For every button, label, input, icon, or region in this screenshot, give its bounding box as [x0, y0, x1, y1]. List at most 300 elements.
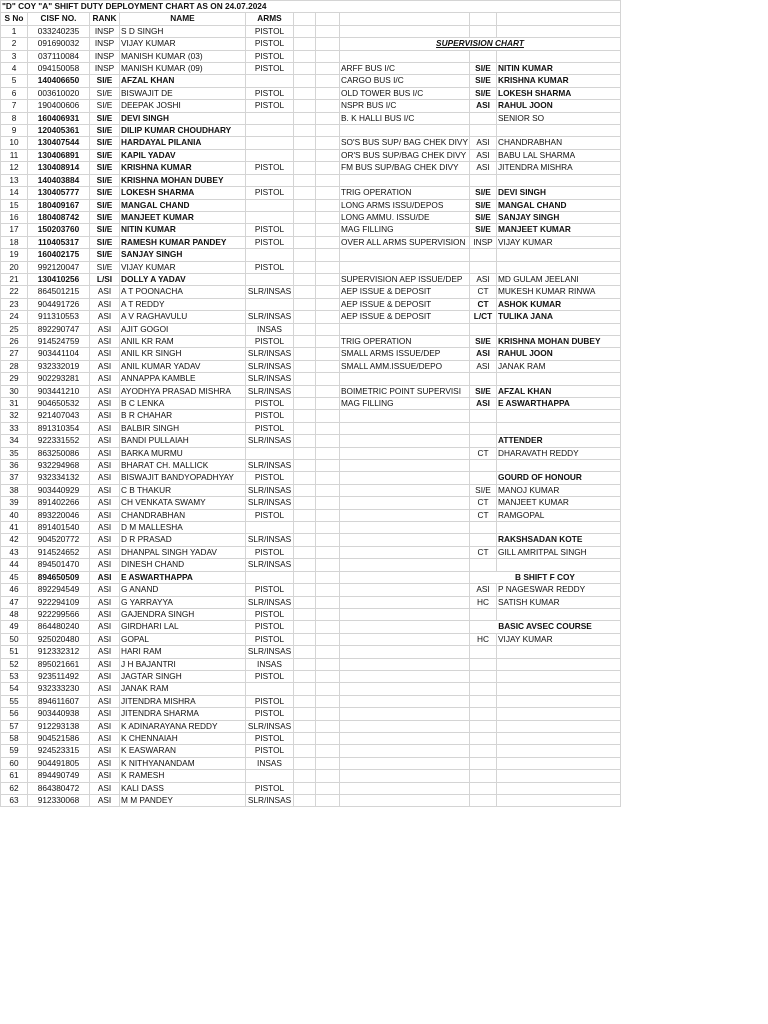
name-cell: ANNAPPA KAMBLE: [120, 373, 246, 385]
table-row: [1, 658, 621, 670]
sno-cell: 8: [1, 112, 28, 124]
rank-cell: ASI: [90, 608, 120, 620]
empty-cell: [294, 311, 316, 323]
name-cell: A T POONACHA: [120, 286, 246, 298]
arms-cell: PISTOL: [246, 621, 294, 633]
arms-cell: [246, 75, 294, 87]
rank-cell: ASI: [90, 720, 120, 732]
header-rank: RANK: [90, 13, 120, 25]
duty-cell: SMALL AMM.ISSUE/DEPO: [340, 360, 470, 372]
rank-cell: ASI: [90, 708, 120, 720]
sno-cell: 31: [1, 398, 28, 410]
duty-cell: AEP ISSUE & DEPOSIT: [340, 298, 470, 310]
name-cell: CHANDRABHAN: [120, 509, 246, 521]
empty-cell: [294, 398, 316, 410]
header-name: NAME: [120, 13, 246, 25]
table-row: [1, 546, 621, 558]
sno-cell: 54: [1, 683, 28, 695]
name-cell: KRISHNA MOHAN DUBEY: [120, 174, 246, 186]
sno-cell: 43: [1, 546, 28, 558]
sno-cell: 45: [1, 571, 28, 583]
arms-cell: SLR/INSAS: [246, 795, 294, 807]
header-arms: ARMS: [246, 13, 294, 25]
empty-cell: [316, 261, 340, 273]
cisf-cell: 130406891: [28, 149, 90, 161]
cisf-cell: 992120047: [28, 261, 90, 273]
name-cell: BANDI PULLAIAH: [120, 435, 246, 447]
arms-cell: INSAS: [246, 658, 294, 670]
empty-cell: [316, 484, 340, 496]
empty-cell: [316, 63, 340, 75]
duty-cell: MAG FILLING: [340, 224, 470, 236]
duty-cell: LONG ARMS ISSU/DEPOS: [340, 199, 470, 211]
duty-cell: B. K HALLI BUS I/C: [340, 112, 470, 124]
arms-cell: PISTOL: [246, 335, 294, 347]
sno-cell: 47: [1, 596, 28, 608]
duty-cell: [340, 670, 470, 682]
duty-cell: [340, 50, 470, 62]
empty-cell: [294, 13, 316, 25]
sno-cell: 4: [1, 63, 28, 75]
sno-cell: 39: [1, 497, 28, 509]
table-row: [1, 608, 621, 620]
cisf-cell: 891310354: [28, 422, 90, 434]
empty-cell: [294, 162, 316, 174]
duty-cell: TRIG OPERATION: [340, 335, 470, 347]
title-row: [1, 1, 621, 13]
duty-name-cell: [497, 782, 621, 794]
table-row: [1, 311, 621, 323]
table-row: [1, 273, 621, 285]
sno-cell: 38: [1, 484, 28, 496]
empty-cell: [316, 286, 340, 298]
name-cell: D R PRASAD: [120, 534, 246, 546]
rank-cell: INSP: [90, 63, 120, 75]
name-cell: G ANAND: [120, 584, 246, 596]
sno-cell: 26: [1, 335, 28, 347]
empty-cell: [294, 559, 316, 571]
arms-cell: PISTOL: [246, 162, 294, 174]
duty-cell: [340, 646, 470, 658]
name-cell: CH VENKATA SWAMY: [120, 497, 246, 509]
arms-cell: [246, 211, 294, 223]
name-cell: ANIL KUMAR YADAV: [120, 360, 246, 372]
empty-cell: [316, 25, 340, 37]
header-cisf: CISF NO.: [28, 13, 90, 25]
name-cell: JAGTAR SINGH: [120, 670, 246, 682]
table-row: [1, 199, 621, 211]
duty-name-cell: MANGAL CHAND: [497, 199, 621, 211]
table-row: [1, 149, 621, 161]
rank-cell: SI/E: [90, 199, 120, 211]
empty-cell: [294, 137, 316, 149]
arms-cell: PISTOL: [246, 410, 294, 422]
cisf-cell: 091690032: [28, 38, 90, 50]
name-cell: SANJAY SINGH: [120, 249, 246, 261]
duty-cell: [340, 25, 470, 37]
cisf-cell: 863250086: [28, 447, 90, 459]
cisf-cell: 904491805: [28, 757, 90, 769]
rank-cell: ASI: [90, 286, 120, 298]
empty-cell: [316, 298, 340, 310]
table-row: [1, 757, 621, 769]
empty-cell: [294, 236, 316, 248]
duty-rank-cell: SI/E: [470, 335, 497, 347]
sno-cell: 1: [1, 25, 28, 37]
arms-cell: INSAS: [246, 757, 294, 769]
duty-cell: [340, 422, 470, 434]
empty-cell: [316, 460, 340, 472]
name-cell: K EASWARAN: [120, 745, 246, 757]
arms-cell: PISTOL: [246, 261, 294, 273]
empty-cell: [316, 137, 340, 149]
arms-cell: PISTOL: [246, 63, 294, 75]
name-cell: K RAMESH: [120, 770, 246, 782]
rank-cell: ASI: [90, 683, 120, 695]
table-row: [1, 125, 621, 137]
empty-cell: [497, 13, 621, 25]
arms-cell: PISTOL: [246, 422, 294, 434]
duty-rank-cell: INSP: [470, 236, 497, 248]
empty-cell: [316, 683, 340, 695]
empty-cell: [316, 720, 340, 732]
empty-cell: [316, 782, 340, 794]
duty-name-cell: SENIOR SO: [497, 112, 621, 124]
empty-cell: [294, 373, 316, 385]
name-cell: JITENDRA SHARMA: [120, 708, 246, 720]
duty-name-cell: [497, 559, 621, 571]
sheet-title: "D" COY "A" SHIFT DUTY DEPLOYMENT CHART AS ON 24.07.2024: [1, 1, 621, 13]
table-row: [1, 509, 621, 521]
arms-cell: [246, 273, 294, 285]
rank-cell: ASI: [90, 323, 120, 335]
empty-cell: [294, 360, 316, 372]
name-cell: D M MALLESHA: [120, 522, 246, 534]
rank-cell: ASI: [90, 770, 120, 782]
rank-cell: ASI: [90, 497, 120, 509]
name-cell: KAPIL YADAV: [120, 149, 246, 161]
table-row: [1, 795, 621, 807]
arms-cell: PISTOL: [246, 633, 294, 645]
table-row: [1, 596, 621, 608]
duty-name-cell: DHARAVATH REDDY: [497, 447, 621, 459]
empty-cell: [316, 162, 340, 174]
empty-cell: [294, 546, 316, 558]
table-row: [1, 38, 621, 50]
arms-cell: PISTOL: [246, 398, 294, 410]
table-row: [1, 484, 621, 496]
empty-cell: [316, 509, 340, 521]
empty-cell: [316, 273, 340, 285]
sno-cell: 53: [1, 670, 28, 682]
empty-cell: [316, 522, 340, 534]
duty-name-cell: GOURD OF HONOUR: [497, 472, 621, 484]
duty-rank-cell: ASI: [470, 273, 497, 285]
duty-name-cell: [497, 174, 621, 186]
duty-name-cell: [497, 795, 621, 807]
arms-cell: PISTOL: [246, 695, 294, 707]
duty-rank-cell: [470, 745, 497, 757]
empty-cell: [316, 596, 340, 608]
duty-cell: [340, 174, 470, 186]
arms-cell: PISTOL: [246, 224, 294, 236]
empty-cell: [316, 398, 340, 410]
sno-cell: 5: [1, 75, 28, 87]
rank-cell: ASI: [90, 509, 120, 521]
empty-cell: [294, 745, 316, 757]
sno-cell: 17: [1, 224, 28, 236]
arms-cell: SLR/INSAS: [246, 559, 294, 571]
duty-rank-cell: [470, 559, 497, 571]
duty-name-cell: [497, 249, 621, 261]
duty-rank-cell: SI/E: [470, 211, 497, 223]
sno-cell: 59: [1, 745, 28, 757]
duty-cell: [340, 782, 470, 794]
duty-cell: [340, 658, 470, 670]
duty-rank-cell: L/CT: [470, 311, 497, 323]
name-cell: AFZAL KHAN: [120, 75, 246, 87]
sno-cell: 16: [1, 211, 28, 223]
table-row: [1, 348, 621, 360]
duty-name-cell: [497, 50, 621, 62]
duty-name-cell: [497, 770, 621, 782]
name-cell: MANJEET KUMAR: [120, 211, 246, 223]
duty-cell: ARFF BUS I/C: [340, 63, 470, 75]
duty-rank-cell: [470, 261, 497, 273]
sno-cell: 25: [1, 323, 28, 335]
table-row: [1, 435, 621, 447]
sno-cell: 29: [1, 373, 28, 385]
arms-cell: PISTOL: [246, 472, 294, 484]
duty-rank-cell: [470, 25, 497, 37]
table-row: [1, 559, 621, 571]
empty-cell: [294, 670, 316, 682]
duty-cell: CARGO BUS I/C: [340, 75, 470, 87]
table-row: [1, 236, 621, 248]
cisf-cell: 893220046: [28, 509, 90, 521]
empty-cell: [316, 149, 340, 161]
duty-rank-cell: [470, 770, 497, 782]
rank-cell: ASI: [90, 559, 120, 571]
sno-cell: 55: [1, 695, 28, 707]
rank-cell: ASI: [90, 695, 120, 707]
rank-cell: SI/E: [90, 249, 120, 261]
empty-cell: [294, 633, 316, 645]
empty-cell: [294, 621, 316, 633]
name-cell: MANISH KUMAR (09): [120, 63, 246, 75]
table-row: [1, 373, 621, 385]
empty-cell: [316, 770, 340, 782]
cisf-cell: 190400606: [28, 100, 90, 112]
cisf-cell: 160406931: [28, 112, 90, 124]
cisf-cell: 924523315: [28, 745, 90, 757]
empty-cell: [340, 13, 470, 25]
duty-name-cell: JITENDRA MISHRA: [497, 162, 621, 174]
duty-rank-cell: ASI: [470, 360, 497, 372]
arms-cell: SLR/INSAS: [246, 460, 294, 472]
rank-cell: ASI: [90, 348, 120, 360]
table-row: [1, 224, 621, 236]
empty-cell: [294, 447, 316, 459]
duty-cell: [340, 534, 470, 546]
rank-cell: SI/E: [90, 75, 120, 87]
duty-rank-cell: ASI: [470, 348, 497, 360]
empty-cell: [316, 249, 340, 261]
table-row: [1, 63, 621, 75]
duty-cell: [340, 621, 470, 633]
name-cell: GOPAL: [120, 633, 246, 645]
sno-cell: 52: [1, 658, 28, 670]
table-row: [1, 112, 621, 124]
duty-name-cell: VIJAY KUMAR: [497, 236, 621, 248]
header-sno: S No: [1, 13, 28, 25]
rank-cell: ASI: [90, 311, 120, 323]
table-row: [1, 782, 621, 794]
duty-name-cell: BABU LAL SHARMA: [497, 149, 621, 161]
duty-cell: MAG FILLING: [340, 398, 470, 410]
table-row: [1, 720, 621, 732]
duty-cell: SO'S BUS SUP/ BAG CHEK DIVY: [341, 137, 468, 148]
duty-cell: [340, 125, 470, 137]
rank-cell: ASI: [90, 534, 120, 546]
sno-cell: 21: [1, 273, 28, 285]
duty-rank-cell: SI/E: [470, 224, 497, 236]
name-cell: JANAK RAM: [120, 683, 246, 695]
empty-cell: [294, 273, 316, 285]
rank-cell: SI/E: [90, 162, 120, 174]
duty-name-cell: E ASWARTHAPPA: [497, 398, 621, 410]
empty-cell: [316, 360, 340, 372]
table-row: [1, 261, 621, 273]
empty-cell: [294, 174, 316, 186]
name-cell: GIRDHARI LAL: [120, 621, 246, 633]
table-row: [1, 770, 621, 782]
sno-cell: 32: [1, 410, 28, 422]
duty-name-cell: ATTENDER: [497, 435, 621, 447]
duty-name-cell: JANAK RAM: [497, 360, 621, 372]
arms-cell: PISTOL: [246, 509, 294, 521]
header-row: [1, 13, 621, 25]
duty-rank-cell: HC: [470, 633, 497, 645]
arms-cell: SLR/INSAS: [246, 435, 294, 447]
rank-cell: SI/E: [90, 149, 120, 161]
table-row: [1, 646, 621, 658]
table-row: [1, 584, 621, 596]
arms-cell: [246, 125, 294, 137]
arms-cell: [246, 199, 294, 211]
duty-rank-cell: [470, 732, 497, 744]
empty-cell: [294, 534, 316, 546]
empty-cell: [294, 782, 316, 794]
duty-cell: OR'S BUS SUP/BAG CHEK DIVY: [340, 149, 470, 161]
cisf-cell: 932334132: [28, 472, 90, 484]
sno-cell: 33: [1, 422, 28, 434]
cisf-cell: 904491726: [28, 298, 90, 310]
empty-cell: [294, 757, 316, 769]
empty-cell: [470, 13, 497, 25]
arms-cell: PISTOL: [246, 670, 294, 682]
empty-cell: [294, 323, 316, 335]
duty-name-cell: VIJAY KUMAR: [497, 633, 621, 645]
cisf-cell: 922299566: [28, 608, 90, 620]
table-row: [1, 745, 621, 757]
empty-cell: [316, 745, 340, 757]
name-cell: S D SINGH: [120, 25, 246, 37]
duty-rank-cell: CT: [470, 546, 497, 558]
duty-cell: [340, 795, 470, 807]
duty-rank-cell: [470, 472, 497, 484]
duty-name-cell: [497, 720, 621, 732]
sno-cell: 6: [1, 87, 28, 99]
empty-cell: [316, 422, 340, 434]
duty-rank-cell: [470, 782, 497, 794]
empty-cell: [316, 323, 340, 335]
empty-cell: [294, 497, 316, 509]
cisf-cell: 891402266: [28, 497, 90, 509]
duty-name-cell: AFZAL KHAN: [497, 385, 621, 397]
cisf-cell: 903440929: [28, 484, 90, 496]
duty-cell: [340, 261, 470, 273]
duty-name-cell: [497, 646, 621, 658]
supervision-chart-title: SUPERVISION CHART: [340, 38, 621, 50]
cisf-cell: 902293281: [28, 373, 90, 385]
cisf-cell: 894611607: [28, 695, 90, 707]
table-row: [1, 174, 621, 186]
arms-cell: PISTOL: [246, 38, 294, 50]
cisf-cell: 932332019: [28, 360, 90, 372]
rank-cell: ASI: [90, 298, 120, 310]
cisf-cell: 180408742: [28, 211, 90, 223]
empty-cell: [294, 348, 316, 360]
name-cell: M M PANDEY: [120, 795, 246, 807]
duty-name-cell: [497, 261, 621, 273]
rank-cell: ASI: [90, 398, 120, 410]
sno-cell: 61: [1, 770, 28, 782]
name-cell: ANIL KR RAM: [120, 335, 246, 347]
duty-name-cell: [497, 25, 621, 37]
empty-cell: [316, 410, 340, 422]
duty-cell: [340, 745, 470, 757]
duty-name-cell: GILL AMRITPAL SINGH: [497, 546, 621, 558]
sno-cell: 34: [1, 435, 28, 447]
duty-cell: AEP ISSUE & DEPOSIT: [340, 286, 470, 298]
duty-rank-cell: [470, 174, 497, 186]
duty-cell: TRIG OPERATION: [340, 187, 470, 199]
name-cell: A T REDDY: [120, 298, 246, 310]
rank-cell: L/SI: [90, 273, 120, 285]
rank-cell: ASI: [90, 732, 120, 744]
sno-cell: 3: [1, 50, 28, 62]
cisf-cell: 914524759: [28, 335, 90, 347]
cisf-cell: 130408914: [28, 162, 90, 174]
duty-rank-cell: [470, 708, 497, 720]
duty-cell: [340, 720, 470, 732]
duty-cell: [340, 584, 470, 596]
empty-cell: [294, 335, 316, 347]
empty-cell: [294, 298, 316, 310]
sno-cell: 22: [1, 286, 28, 298]
duty-rank-cell: [470, 435, 497, 447]
duty-name-cell: RAHUL JOON: [497, 348, 621, 360]
arms-cell: INSAS: [246, 323, 294, 335]
empty-cell: [294, 608, 316, 620]
rank-cell: SI/E: [90, 236, 120, 248]
cisf-cell: 912330068: [28, 795, 90, 807]
sno-cell: 10: [1, 137, 28, 149]
duty-rank-cell: [470, 522, 497, 534]
name-cell: HARI RAM: [120, 646, 246, 658]
name-cell: K CHENNAIAH: [120, 732, 246, 744]
